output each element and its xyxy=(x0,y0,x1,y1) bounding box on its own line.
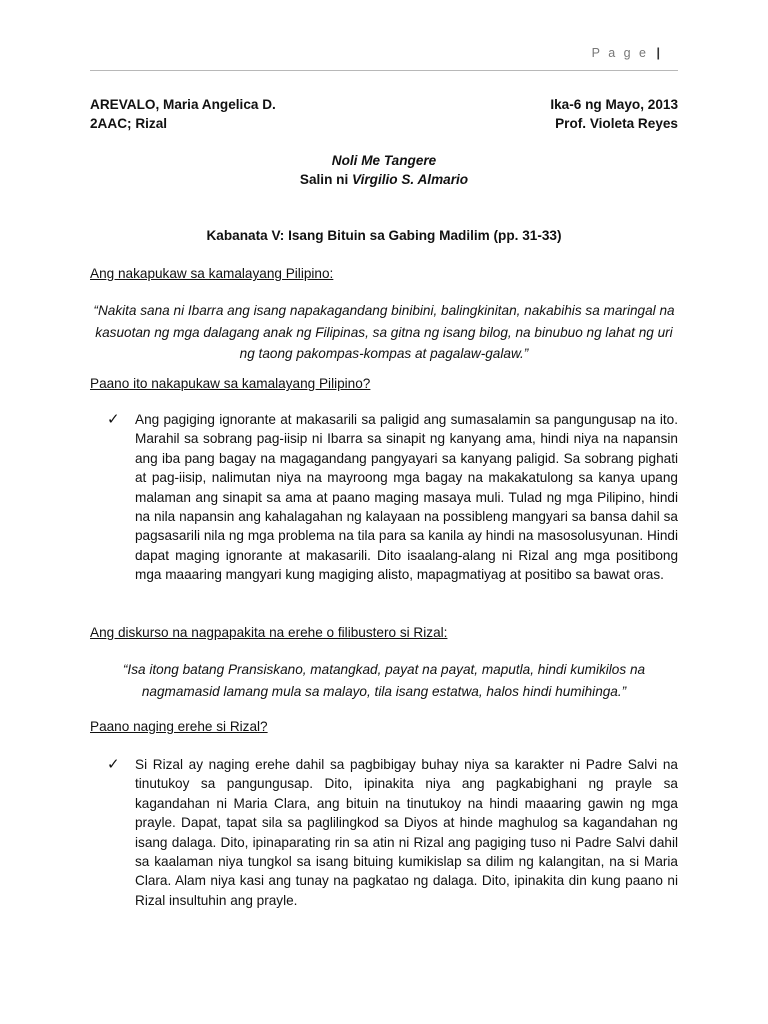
section-heading: Ang diskurso na nagpapakita na erehe o filibustero si Rizal: xyxy=(90,625,448,640)
page-label: P a g e xyxy=(591,46,649,60)
bullet-text: Si Rizal ay naging erehe dahil sa pagbibigay buhay niya sa karakter ni Padre Salvi na tinutukoy sa pangungusap. Dito, ipinakita niya ang pagkabighani ng prayle sa kagandahan ni Maria Clara, ang bituin na tinutukoy na hindi maaaring gawin ng mga prayle. Dapat, tapat sila sa paglilingkod sa Diyos at hinde maghulog sa kagandahan ng isang dalaga. Dito, ipinaparating rin sa atin ni Rizal ang pagiging tuso ni Padre Salvi dahil sa kaalaman niya tungkol sa isang bituing kumikislap sa dilim ng kalangitan, na si Maria Clara. Alam niya kasi ang tunay na pagkatao ng dalaga. Dito, ipinakita din kung paano ni Rizal insultuhin ang prayle. xyxy=(135,757,678,908)
bullet-text: Ang pagiging ignorante at makasarili sa paligid ang sumasalamin sa pangungusap na ito. Marahil sa sobrang pag-iisip ni Ibarra sa sinapit ng kanyang ama, hindi niya na napansin ang iba pang bagay na magagandang pangyayari sa kanyang paligid. Sa sobrang pighati at pag-iisip, nalimutan niya na mayroong mga bagay na makakatulong sa kanya upang malaman ang sinapit sa ama at paano maging masaya muli. Tulad ng mga Pilipino, hindi na nila napansin ang kahalagahan ng kalayaan na possibleng mangyari sa bansa dahil sa pagsasarili nila ng mga problema na tila para sa kanila ay hindi na masosolusyunan. Hindi dapat maging ignorante at makasarili. Dito isaalang-alang ni Rizal ang mga positibong mga maaaring mangyari kung magiging alisto, mapagmatiyag at positibo sa bawat oras. xyxy=(135,412,678,583)
professor-name: Prof. Violeta Reyes xyxy=(555,116,678,131)
section-heading: Paano naging erehe si Rizal? xyxy=(90,719,268,734)
bullet-item xyxy=(107,410,678,585)
document-meta xyxy=(90,95,678,133)
course-section: 2AAC; Rizal xyxy=(90,116,168,131)
meta-row-2 xyxy=(90,114,678,133)
quote-passage: “Isa itong batang Pransiskano, matangkad, payat na payat, maputla, hindi kumikilos na nagmamasid lamang mula sa malayo, tila isang estatwa, halos hindi humihinga.” xyxy=(122,662,646,699)
quote-passage: “Nakita sana ni Ibarra ang isang napakagandang binibini, balingkinitan, nakabihis sa maringal na kasuotan ng mga dalagang anak ng Filipinas, sa gitna ng isang bilog, na binubuo ng lahat ng uri ng taong pakompas-kompas at pagalaw-galaw.” xyxy=(93,303,675,361)
translation-prefix: Salin ni xyxy=(299,172,353,187)
header-rule xyxy=(90,70,678,71)
book-title: Noli Me Tangere xyxy=(331,153,437,168)
bullet-item xyxy=(107,755,678,910)
author-name: AREVALO, Maria Angelica D. xyxy=(90,97,276,112)
translation-line xyxy=(90,170,678,189)
document-date: Ika-6 ng Mayo, 2013 xyxy=(550,97,678,112)
chapter-title: Kabanata V: Isang Bituin sa Gabing Madilim (pp. 31-33) xyxy=(206,228,562,243)
section-heading: Ang nakapukaw sa kamalayang Pilipino: xyxy=(90,266,334,281)
meta-row-1 xyxy=(90,95,678,114)
page-header xyxy=(0,46,660,60)
page-separator: | xyxy=(656,46,660,60)
checkmark-icon: ✓ xyxy=(107,411,120,428)
translator-name: Virgilio S. Almario xyxy=(352,172,469,187)
checkmark-icon: ✓ xyxy=(107,756,120,773)
section-heading: Paano ito nakapukaw sa kamalayang Pilipino? xyxy=(90,376,371,391)
document-titles xyxy=(90,151,678,189)
